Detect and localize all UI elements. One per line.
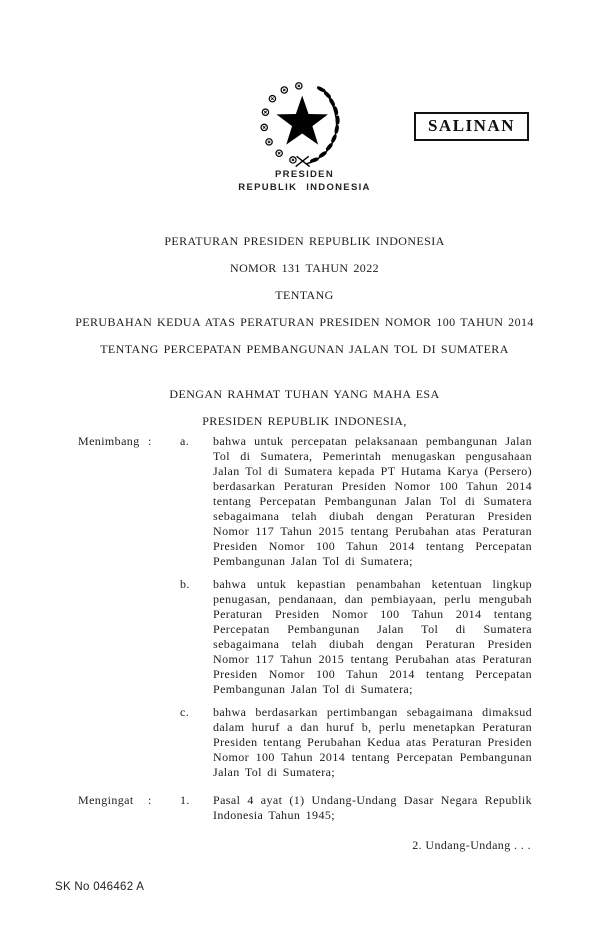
- invocation-line: DENGAN RAHMAT TUHAN YANG MAHA ESA: [169, 387, 440, 401]
- star-wreath-emblem-icon: [249, 80, 361, 172]
- star-icon: [276, 96, 328, 145]
- item-text: bahwa untuk kepastian penambahan ketentuan lingkup penugasan, pendanaan, dan pembiayaan, perlu mengubah Peraturan Presiden Nomor 100 Tahun 2014 tentang Percepatan Pembangunan Jalan Tol di Sumatera sebagaimana telah diubah dengan Peraturan Presiden Nomor 117 Tahun 2015 tentang Perubahan atas Peraturan Presiden Nomor 100 Tahun 2014 tentang Percepatan Pembangunan Jalan Tol di Sumatera;: [213, 577, 532, 696]
- item-marker: c.: [180, 705, 190, 719]
- letterhead-line-1: PRESIDEN: [275, 169, 334, 180]
- considering-items: [180, 434, 532, 780]
- remembering-items: [180, 793, 532, 823]
- remembering-label: Mengingat: [78, 793, 134, 807]
- considering-colon: :: [148, 434, 152, 448]
- document-body: [78, 434, 532, 823]
- remembering-colon: :: [148, 793, 152, 807]
- considering-item-c: [180, 705, 532, 780]
- invocation-block: [0, 381, 609, 435]
- item-text: bahwa berdasarkan pertimbangan sebagaimana dimaksud dalam huruf a dan huruf b, perlu menetapkan Peraturan Presiden tentang Perubahan Kedua atas Peraturan Presiden Nomor 100 Tahun 2014 tentang Percepatan Pembangunan Jalan Tol di Sumatera;: [213, 705, 532, 779]
- letterhead-line-2: REPUBLIK INDONESIA: [238, 182, 371, 193]
- authority-line: PRESIDEN REPUBLIK INDONESIA,: [202, 414, 407, 428]
- salinan-label: SALINAN: [427, 116, 515, 135]
- considering-item-b: [180, 577, 532, 697]
- considering-label: Menimbang: [78, 434, 140, 448]
- title-line-4: PERUBAHAN KEDUA ATAS PERATURAN PRESIDEN NOMOR 100 TAHUN 2014: [75, 315, 534, 329]
- title-line-5: TENTANG PERCEPATAN PEMBANGUNAN JALAN TOL DI SUMATERA: [100, 342, 509, 356]
- item-text: Pasal 4 ayat (1) Undang-Undang Dasar Negara Republik Indonesia Tahun 1945;: [213, 793, 532, 822]
- title-line-3: TENTANG: [275, 288, 334, 302]
- item-text: bahwa untuk percepatan pelaksanaan pembangunan Jalan Tol di Sumatera, Pemerintah menugaskan pengusahaan Jalan Tol di Sumatera kepada PT Hutama Karya (Persero) berdasarkan Peraturan Presiden Nomor 100 Tahun 2014 tentang Percepatan Pembangunan Jalan Tol di Sumatera sebagaimana telah diubah dengan Peraturan Presiden Nomor 117 Tahun 2015 tentang Perubahan atas Peraturan Presiden Nomor 100 Tahun 2014 tentang Percepatan Pembangunan Jalan Tol di Sumatera;: [213, 434, 532, 568]
- item-marker: 1.: [180, 793, 190, 807]
- catchword: 2. Undang-Undang . . .: [412, 838, 531, 852]
- salinan-stamp: [414, 112, 529, 141]
- sk-number: SK No 046462 A: [55, 881, 145, 893]
- title-line-2: NOMOR 131 TAHUN 2022: [230, 261, 379, 275]
- remembering-section: [78, 793, 532, 823]
- title-block: [0, 228, 609, 363]
- considering-section: [78, 434, 532, 780]
- item-marker: a.: [180, 434, 190, 448]
- item-marker: b.: [180, 577, 190, 591]
- crossed-stems-icon: [295, 156, 309, 166]
- letterhead: [0, 168, 609, 194]
- title-line-1: PERATURAN PRESIDEN REPUBLIK INDONESIA: [164, 234, 445, 248]
- considering-item-a: [180, 434, 532, 569]
- remembering-item-1: [180, 793, 532, 823]
